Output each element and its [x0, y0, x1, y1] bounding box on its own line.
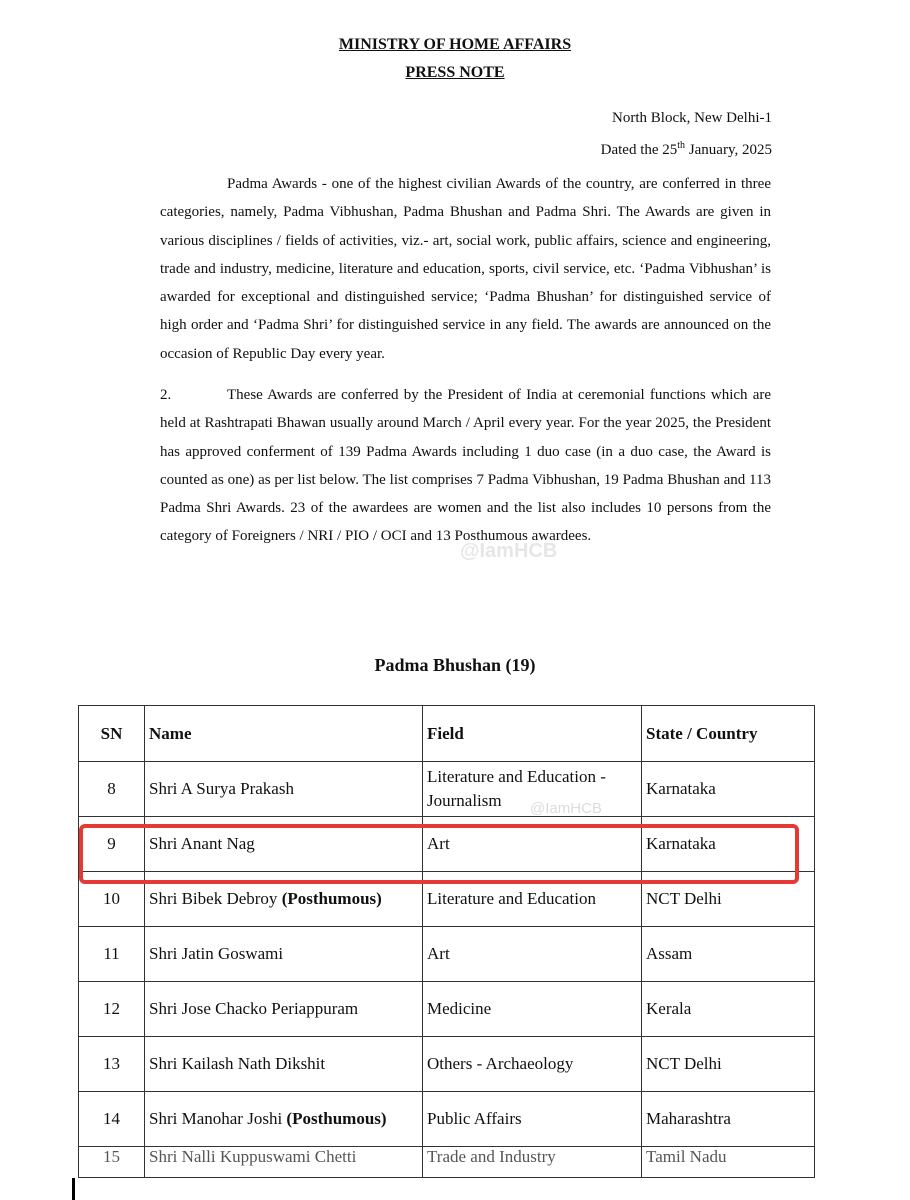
- cell-field: Art: [423, 817, 642, 872]
- table-row: [79, 872, 815, 927]
- cell-state: Tamil Nadu: [642, 1147, 815, 1178]
- cell-sn: 15: [79, 1147, 145, 1178]
- header-name: Name: [145, 706, 423, 762]
- header-state: State / Country: [642, 706, 815, 762]
- location-line: North Block, New Delhi-1: [612, 110, 772, 126]
- cell-name: Shri Anant Nag: [145, 817, 423, 872]
- cell-name: Shri Kailash Nath Dikshit: [145, 1037, 423, 1092]
- paragraph-1: Padma Awards - one of the highest civilian Awards of the country, are conferred in three categories, namely, Padma Vibhushan, Padma Bhushan and Padma Shri. The Awards are given in various disciplines / fields of activities, viz.- art, social work, public affairs, science and engineering, trade and industry, medicine, literature and education, sports, civil service, etc. ‘Padma Vibhushan’ is awarded for exceptional and distinguished service; ‘Padma Bhushan’ for distinguished service of high order and ‘Padma Shri’ for distinguished service in any field. The awards are announced on the occasion of Republic Day every year.: [160, 176, 771, 362]
- press-note-heading: PRESS NOTE: [405, 64, 505, 81]
- cell-field: Trade and Industry: [423, 1147, 642, 1178]
- paragraph-2: [160, 381, 771, 551]
- cell-sn: 14: [79, 1092, 145, 1147]
- table-row: [79, 1037, 815, 1092]
- cell-field: Literature and Education - Journalism: [423, 762, 642, 817]
- ministry-heading: MINISTRY OF HOME AFFAIRS: [338, 36, 572, 53]
- cell-name: Shri Bibek Debroy (Posthumous): [145, 872, 423, 927]
- cell-field: Others - Archaeology: [423, 1037, 642, 1092]
- table-title: Padma Bhushan (19): [374, 655, 536, 675]
- cell-state: Maharashtra: [642, 1092, 815, 1147]
- table-header-row: [79, 706, 815, 762]
- table-row: [79, 1092, 815, 1147]
- cell-sn: 12: [79, 982, 145, 1037]
- address-date-block: [601, 104, 772, 164]
- cell-state: NCT Delhi: [642, 1037, 815, 1092]
- padma-bhushan-table: [78, 705, 815, 1178]
- cell-field: Literature and Education: [423, 872, 642, 927]
- header-sn: SN: [79, 706, 145, 762]
- cell-sn: 13: [79, 1037, 145, 1092]
- table-row-highlighted: [79, 817, 815, 872]
- cell-sn: 11: [79, 927, 145, 982]
- posthumous-tag: (Posthumous): [281, 889, 382, 908]
- date-line: Dated the 25th January, 2025: [600, 140, 772, 158]
- cell-state: NCT Delhi: [642, 872, 815, 927]
- posthumous-tag: (Posthumous): [286, 1109, 387, 1128]
- cell-field: Art: [423, 927, 642, 982]
- cell-name: Shri Nalli Kuppuswami Chetti: [145, 1147, 423, 1178]
- table-row: [79, 982, 815, 1037]
- cell-state: Kerala: [642, 982, 815, 1037]
- cell-state: Karnataka: [642, 817, 815, 872]
- table-row-partial: [79, 1147, 815, 1178]
- cell-field: Medicine: [423, 982, 642, 1037]
- paragraph-2-text: These Awards are conferred by the President of India at ceremonial functions which are held at Rashtrapati Bhawan usually around March / April every year. For the year 2025, the President has approved conferment of 139 Padma Awards including 1 duo case (in a duo case, the Award is counted as one) as per list below. The list comprises 7 Padma Vibhushan, 19 Padma Bhushan and 113 Padma Shri Awards. 23 of the awardees are women and the list also includes 10 persons from the category of Foreigners / NRI / PIO / OCI and 13 Posthumous awardees.: [160, 387, 771, 545]
- cell-state: Assam: [642, 927, 815, 982]
- cell-name: Shri Jose Chacko Periappuram: [145, 982, 423, 1037]
- paragraph-2-number: 2.: [160, 387, 172, 403]
- watermark: @IamHCB: [460, 540, 558, 562]
- header-field: Field: [423, 706, 642, 762]
- page-edge-divider: [72, 1178, 75, 1200]
- cell-state: Karnataka: [642, 762, 815, 817]
- table-row: [79, 927, 815, 982]
- table-row: [79, 762, 815, 817]
- cell-name: Shri A Surya Prakash: [145, 762, 423, 817]
- cell-name: Shri Jatin Goswami: [145, 927, 423, 982]
- watermark-table: @IamHCB: [530, 800, 602, 817]
- cell-sn: 8: [79, 762, 145, 817]
- cell-field: Public Affairs: [423, 1092, 642, 1147]
- cell-name: Shri Manohar Joshi (Posthumous): [145, 1092, 423, 1147]
- cell-sn: 10: [79, 872, 145, 927]
- cell-sn: 9: [79, 817, 145, 872]
